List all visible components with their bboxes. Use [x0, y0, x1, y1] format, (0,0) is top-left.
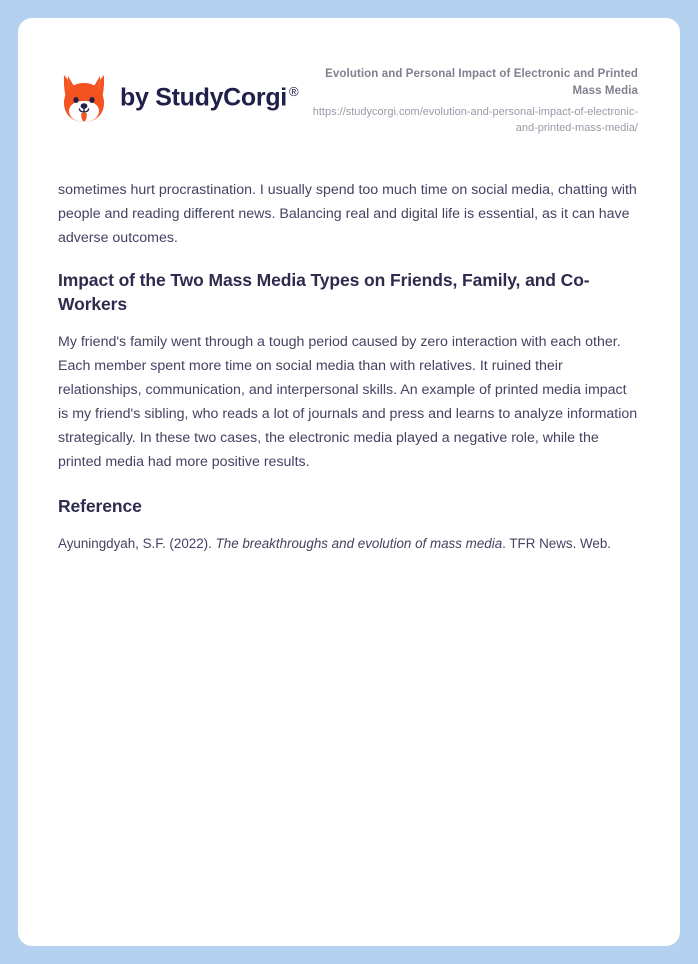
spacer — [58, 518, 640, 532]
document-header — [18, 18, 680, 158]
reference-publisher: . TFR News. Web. — [502, 536, 612, 551]
document-title: Evolution and Personal Impact of Electronic and Printed Mass Media — [325, 68, 638, 97]
document-url[interactable]: https://studycorgi.com/evolution-and-personal-impact-of-electronic-and-printed-mass-media/ — [312, 106, 638, 135]
brand-wordmark — [120, 85, 298, 110]
section-paragraph: My friend's family went through a tough period caused by zero interaction with each other. Each member spent more time on social media than with relatives. It ruined their relationships, communication, and interpersonal skills. An example of printed media impact is my friend's sibling, who reads a lot of journals and press and learns to analyze information strategically. In these two cases, the electronic media played a negative role, while the printed media had more positive results. — [58, 334, 638, 470]
reference-author-year: Ayuningdyah, S.F. (2022). — [58, 536, 216, 551]
brand-wordmark-text: by StudyCorgi — [120, 83, 287, 112]
registered-trademark-symbol: ® — [288, 84, 299, 100]
document-sheet — [18, 18, 680, 946]
brand-logo — [18, 18, 298, 124]
header-meta — [298, 18, 680, 137]
corgi-head-icon — [60, 72, 108, 124]
reference-heading: Reference — [58, 496, 142, 516]
reference-entry — [58, 532, 640, 556]
intro-paragraph: sometimes hurt procrastination. I usually spend too much time on social media, chatting with people and reading different news. Balancing real and digital life is essential, as it can have adverse outcomes. — [58, 182, 637, 246]
section-heading: Impact of the Two Mass Media Types on Friends, Family, and Co-Workers — [58, 270, 590, 314]
spacer — [58, 250, 640, 268]
spacer — [58, 316, 640, 330]
document-body — [58, 178, 640, 556]
spacer — [58, 474, 640, 494]
reference-work-title: The breakthroughs and evolution of mass media — [215, 536, 503, 551]
